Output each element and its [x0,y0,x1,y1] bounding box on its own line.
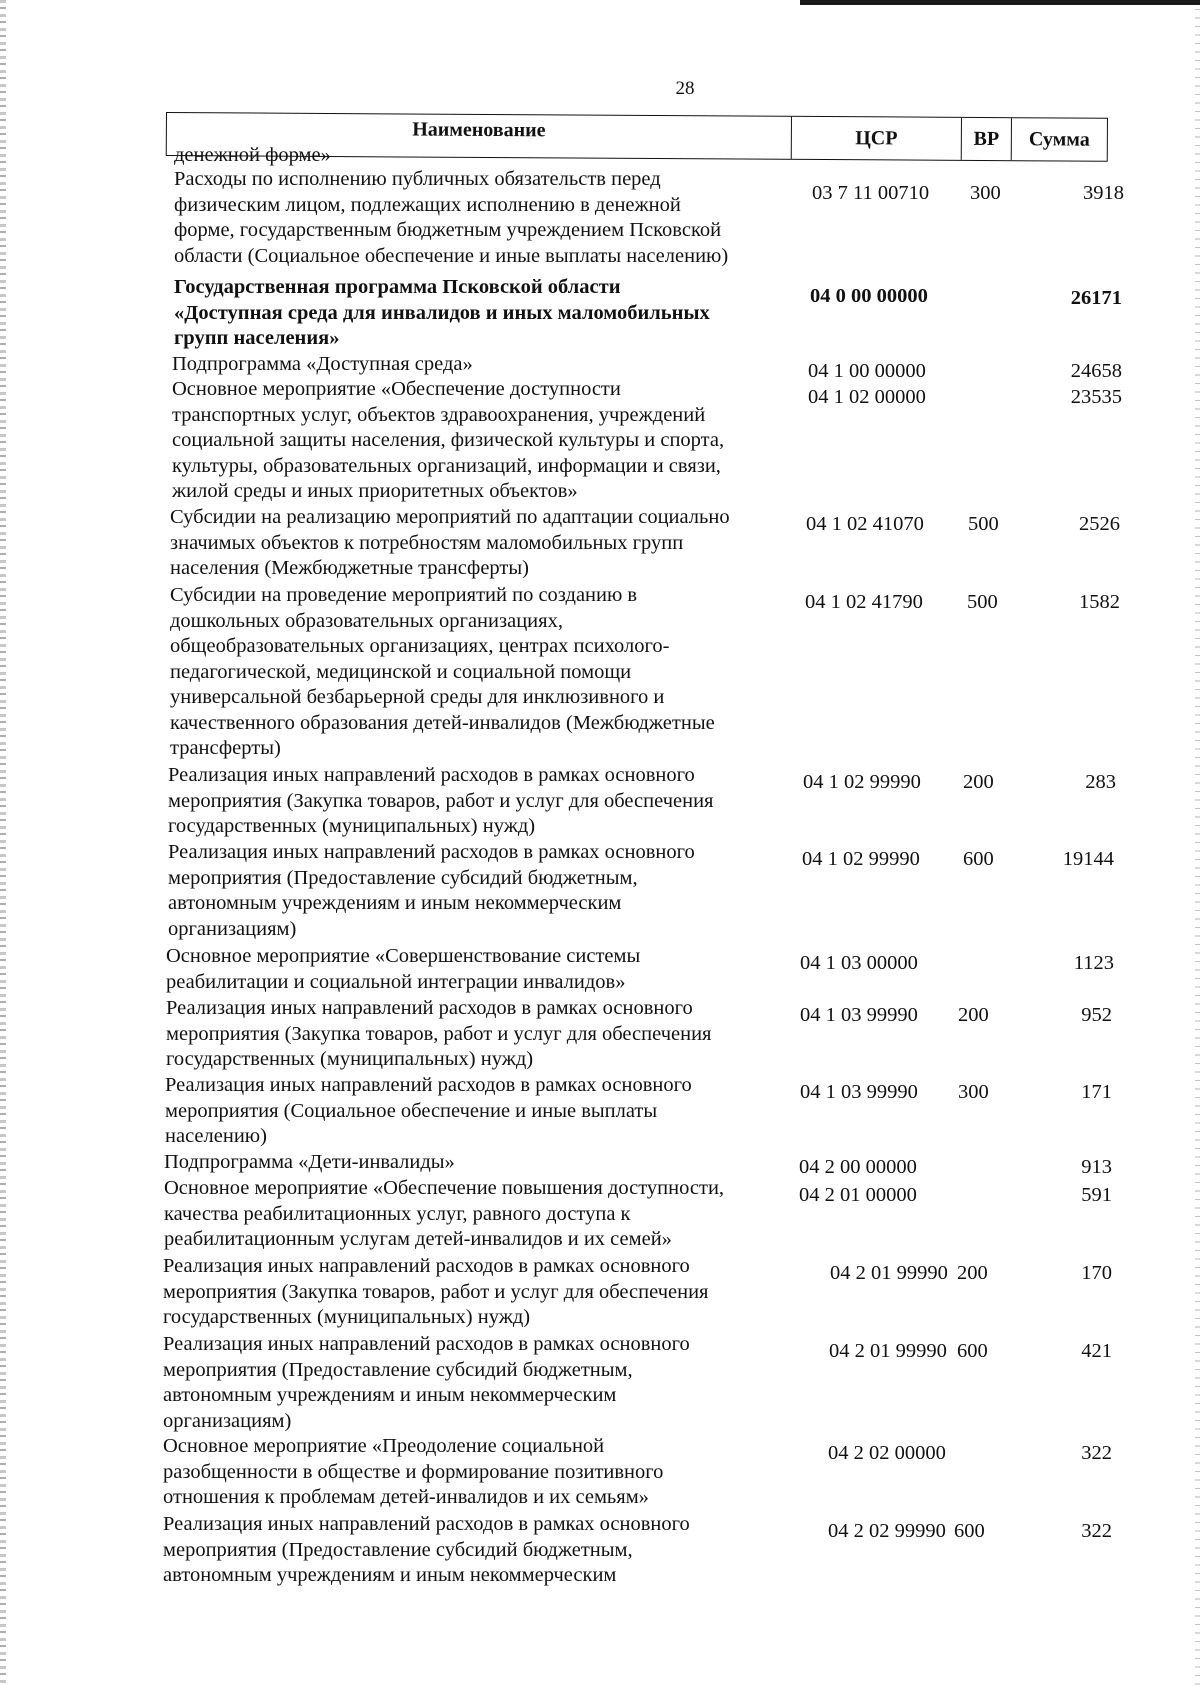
row-sum: 19144 [1062,848,1114,870]
row-name-line: культуры, образовательных организаций, информации и связи, [172,454,721,477]
row-name [172,377,792,505]
row-name-line: Субсидии на проведение мероприятий по созданию в [170,584,638,606]
row-sum: 1582 [1079,591,1120,613]
row-name-line: Реализация иных направлений расходов в рамках основного [166,997,693,1019]
row-sum: 952 [1081,1004,1112,1026]
row-name-line: государственных (муниципальных) нужд) [168,815,536,837]
row-name-line: населения (Межбюджетные трансферты) [170,557,529,579]
row-name [164,1176,784,1253]
row-csr: 04 1 02 41070 [806,513,924,535]
row-name-line: Подпрограмма «Доступная среда» [172,353,473,375]
row-sum: 283 [1085,771,1116,793]
row-name-line: транспортных услуг, объектов здравоохранения, учреждений [172,403,706,426]
row-name [163,1512,783,1589]
row-sum: 421 [1081,1340,1112,1362]
row-name [172,352,792,378]
page-number: 28 [675,78,695,99]
row-name-line: Реализация иных направлений расходов в рамках основного [168,764,695,786]
row-name [168,763,788,840]
row-csr: 04 1 03 99990 [800,1081,918,1103]
row-name [170,505,790,582]
row-csr: 04 1 00 00000 [808,360,926,382]
row-name [163,1332,783,1434]
header-csr: ЦСР [792,117,962,160]
row-name-line: качественного образования детей-инвалидов (Межбюджетные [170,711,715,734]
row-name-line: мероприятия (Закупка товаров, работ и услуг для обеспечения [168,789,714,812]
scan-edge-left [0,0,6,1686]
row-vr: 600 [963,848,994,870]
row-vr: 200 [957,1262,988,1284]
row-name-line: качества реабилитационных услуг, равного доступа к [164,1202,631,1225]
scan-edge-right [1195,0,1200,1686]
row-vr: 300 [970,182,1001,204]
scan-top-bar [800,0,1200,5]
row-name [163,1254,783,1331]
row-name-line: Подпрограмма «Дети-инвалиды» [164,1151,455,1173]
row-name-line: дошкольных образовательных организациях, [170,609,563,632]
row-name [170,583,790,762]
row-sum: 3918 [1083,182,1124,204]
row-sum: 170 [1081,1262,1112,1284]
row-name-line: педагогической, медицинской и социальной помощи [170,660,632,683]
row-sum: 322 [1081,1520,1112,1542]
row-name [166,996,786,1073]
row-name [174,275,794,352]
row-csr: 04 1 02 99990 [803,771,921,793]
row-name-line: реабилитационным услугам детей-инвалидов и их семей» [164,1228,672,1250]
row-sum: 2526 [1079,513,1120,535]
row-name-line: Расходы по исполнению публичных обязательств перед [174,168,661,190]
row-name-line: Субсидии на реализацию мероприятий по адаптации социально [170,506,730,528]
row-name [174,143,794,169]
row-name-line: общеобразовательных организациях, центрах психолого- [170,635,670,657]
row-name-line: отношения к проблемам детей-инвалидов и их семьям» [163,1486,649,1508]
row-vr: 600 [957,1340,988,1362]
row-csr: 04 2 00 00000 [799,1156,917,1178]
row-name-line: области (Социальное обеспечение и иные выплаты населению) [174,244,729,267]
row-vr: 200 [958,1004,989,1026]
row-name [168,840,788,942]
row-name [165,1073,785,1150]
row-csr: 04 0 00 00000 [810,285,928,307]
row-name-line: мероприятия (Социальное обеспечение и иные выплаты [165,1099,658,1122]
row-csr: 04 1 03 00000 [800,952,918,974]
row-vr: 500 [968,513,999,535]
row-name-line: трансферты) [170,737,281,759]
row-name-line: Реализация иных направлений расходов в рамках основного [168,841,695,863]
row-sum: 322 [1081,1442,1112,1464]
row-name-line: организациям) [168,917,297,940]
row-name-line: мероприятия (Предоставление субсидий бюджетным, [163,1358,633,1381]
row-name-line: «Доступная среда для инвалидов и иных маломобильных [174,301,710,324]
row-name-line: автономным учреждениям и иным некоммерческим [163,1564,617,1586]
header-name: Наименование [167,113,792,159]
row-name-line: государственных (муниципальных) нужд) [163,1306,531,1328]
row-csr: 04 2 01 99990 [829,1340,947,1362]
row-csr: 04 2 02 99990 [828,1520,946,1542]
row-vr: 600 [954,1520,985,1542]
row-csr: 04 1 02 00000 [808,386,926,408]
row-sum: 591 [1081,1184,1112,1206]
row-name-line: универсальной безбарьерной среды для инклюзивного и [170,686,665,708]
row-name-line: социальной защиты населения, физической культуры и спорта, [172,429,725,451]
header-sum: Сумма [1028,127,1090,151]
row-sum: 1123 [1073,952,1114,974]
header-vr: ВР [962,118,1012,160]
row-name-line: Реализация иных направлений расходов в рамках основного [163,1333,690,1355]
row-csr: 03 7 11 00710 [812,182,930,204]
row-name-line: организациям) [163,1409,292,1432]
row-name-line: Основное мероприятие «Преодоление социальной [163,1435,605,1457]
row-csr: 04 2 02 00000 [828,1442,946,1464]
row-vr: 200 [963,771,994,793]
row-name-line: мероприятия (Предоставление субсидий бюджетным, [168,866,638,889]
row-name-line: групп населения» [174,327,340,349]
row-name-line: Реализация иных направлений расходов в рамках основного [165,1074,692,1096]
row-csr: 04 1 02 99990 [802,848,920,870]
row-name-line: Реализация иных направлений расходов в рамках основного [163,1513,690,1535]
row-name-line: Основное мероприятие «Обеспечение доступности [172,378,621,400]
row-name-line: населению) [165,1125,267,1147]
row-name [163,1434,783,1511]
row-name-line: Государственная программа Псковской области [174,276,621,298]
row-name-line: форме, государственным бюджетным учреждением Псковской [174,219,722,241]
row-csr: 04 1 02 41790 [805,591,923,613]
row-sum: 24658 [1070,360,1122,382]
row-name-line: автономным учреждениям и иным некоммерческим [163,1384,617,1406]
row-name-line: Основное мероприятие «Совершенствование системы [166,945,641,967]
row-sum: 23535 [1070,386,1122,408]
row-sum: 26171 [1070,287,1122,309]
row-name-line: жилой среды и иных приоритетных объектов» [172,480,578,502]
row-name-line: значимых объектов к потребностям маломобильных групп [170,531,684,554]
row-name-line: физическим лицом, подлежащих исполнению в денежной [174,193,681,216]
row-name-line: мероприятия (Закупка товаров, работ и услуг для обеспечения [163,1280,709,1303]
row-name-line: автономным учреждениям и иным некоммерческим [168,892,622,914]
row-name-line: реабилитации и социальной интеграции инвалидов» [166,970,626,993]
row-name [166,944,786,995]
row-csr: 04 2 01 00000 [799,1184,917,1206]
row-csr: 04 1 03 99990 [800,1004,918,1026]
row-name-line: мероприятия (Закупка товаров, работ и услуг для обеспечения [166,1022,712,1045]
row-name-line: денежной форме» [174,144,331,166]
row-vr: 500 [967,591,998,613]
row-name-line: разобщенности в обществе и формирование позитивного [163,1460,664,1483]
row-name-line: Основное мероприятие «Обеспечение повышения доступности, [164,1177,725,1199]
row-csr: 04 2 01 99990 [830,1262,948,1284]
row-name [164,1150,784,1176]
row-name [174,167,794,269]
row-vr: 300 [958,1081,989,1103]
row-name-line: мероприятия (Предоставление субсидий бюджетным, [163,1538,633,1561]
row-sum: 913 [1081,1156,1112,1178]
row-name-line: Реализация иных направлений расходов в рамках основного [163,1255,690,1277]
row-sum: 171 [1081,1081,1112,1103]
row-name-line: государственных (муниципальных) нужд) [166,1048,534,1070]
